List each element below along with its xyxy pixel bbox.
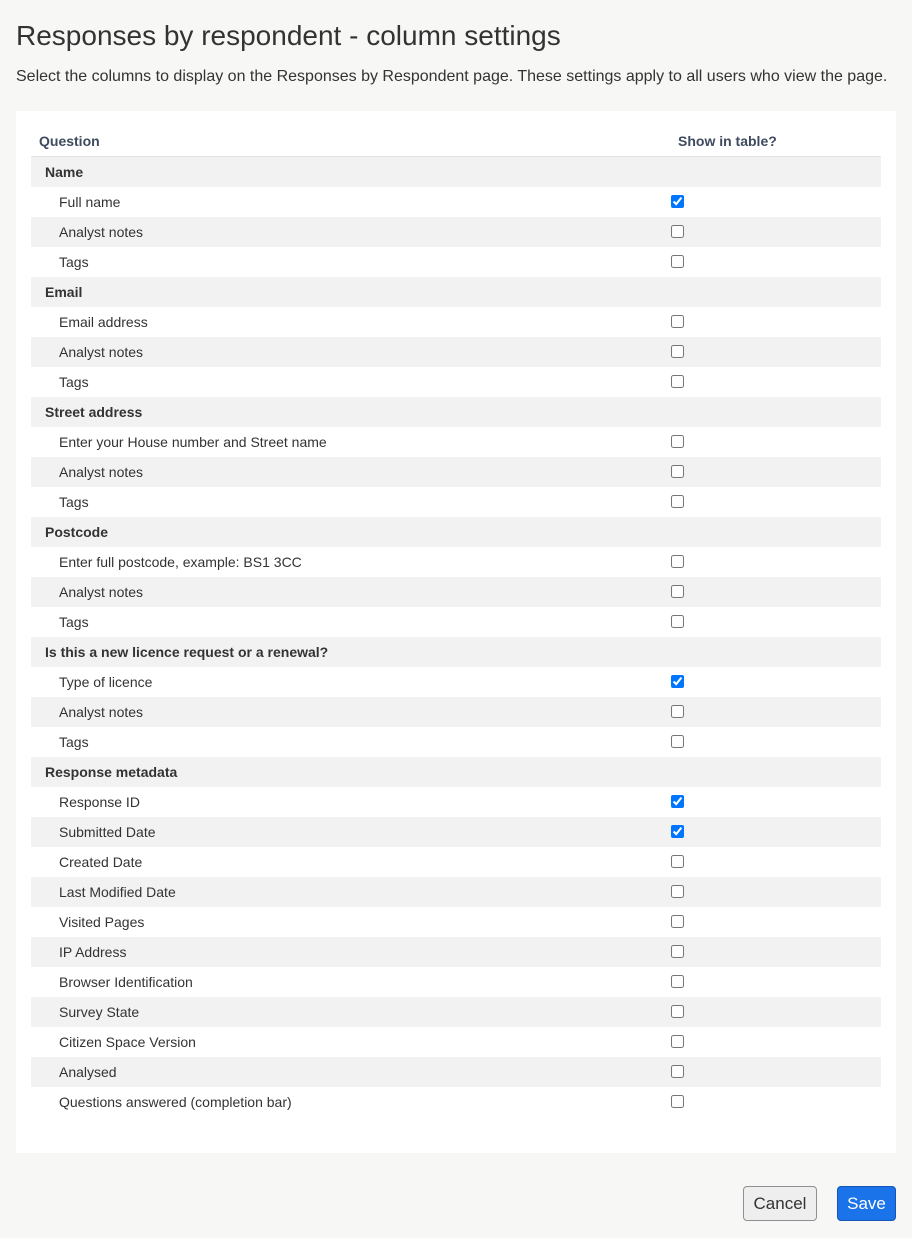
- table-row: [31, 547, 881, 577]
- table-row: [31, 457, 881, 487]
- column-option-label: Questions answered (completion bar): [59, 1094, 292, 1110]
- table-row: [31, 727, 881, 757]
- column-option-label: Survey State: [31, 997, 670, 1027]
- show-in-table-checkbox[interactable]: [671, 315, 684, 328]
- column-option-label: Tags: [59, 254, 89, 270]
- show-in-table-cell: [670, 847, 881, 877]
- table-row: [31, 487, 881, 517]
- question-column-header: Question: [31, 126, 670, 157]
- column-option-label: Browser Identification: [59, 974, 193, 990]
- group-label: Street address: [31, 397, 670, 427]
- save-button[interactable]: Save: [837, 1186, 896, 1221]
- column-option-label: Last Modified Date: [31, 877, 670, 907]
- column-settings-table: [31, 126, 881, 1117]
- show-in-table-cell: [670, 307, 881, 337]
- show-in-table-checkbox[interactable]: [671, 945, 684, 958]
- table-row: [31, 877, 881, 907]
- show-in-table-checkbox[interactable]: [671, 1065, 684, 1078]
- group-label: Is this a new licence request or a renewal?: [31, 637, 670, 667]
- group-row: [31, 517, 881, 547]
- group-label: Email: [31, 277, 670, 307]
- table-row: [31, 307, 881, 337]
- show-in-table-cell: [670, 667, 881, 697]
- column-option-label: IP Address: [31, 937, 670, 967]
- table-row: [31, 337, 881, 367]
- show-in-table-cell: [670, 187, 881, 217]
- column-option-label: Analyst notes: [31, 337, 670, 367]
- page-intro: Select the columns to display on the Responses by Respondent page. These settings apply to all users who view the page.: [16, 68, 888, 85]
- table-row: [31, 907, 881, 937]
- show-in-table-checkbox[interactable]: [671, 1095, 684, 1108]
- show-in-table-checkbox[interactable]: [671, 585, 684, 598]
- column-option-label: Tags: [59, 494, 89, 510]
- column-option-label: Analyst notes: [31, 577, 670, 607]
- group-label: Name: [31, 157, 670, 188]
- page-title: Responses by respondent - column settings: [16, 20, 561, 51]
- column-option-label: Tags: [59, 734, 89, 750]
- group-row: [31, 397, 881, 427]
- table-row: [31, 577, 881, 607]
- group-spacer-cell: [670, 277, 881, 307]
- show-in-table-checkbox[interactable]: [671, 225, 684, 238]
- group-spacer-cell: [670, 397, 881, 427]
- column-option-label: Created Date: [59, 854, 143, 870]
- group-spacer-cell: [670, 517, 881, 547]
- show-in-table-cell: [670, 607, 881, 637]
- show-in-table-cell: [670, 937, 881, 967]
- group-row: [31, 157, 881, 188]
- group-row: [31, 757, 881, 787]
- show-in-table-cell: [670, 547, 881, 577]
- table-row: [31, 817, 881, 847]
- show-in-table-checkbox[interactable]: [671, 885, 684, 898]
- show-in-table-checkbox[interactable]: [671, 795, 684, 808]
- show-in-table-checkbox[interactable]: [671, 1005, 684, 1018]
- group-label: Response metadata: [31, 757, 670, 787]
- show-in-table-checkbox[interactable]: [671, 855, 684, 868]
- show-in-table-checkbox[interactable]: [671, 465, 684, 478]
- table-row: [31, 367, 881, 397]
- show-in-table-cell: [670, 697, 881, 727]
- show-in-table-checkbox[interactable]: [671, 495, 684, 508]
- table-row: [31, 997, 881, 1027]
- show-in-table-cell: [670, 577, 881, 607]
- show-in-table-checkbox[interactable]: [671, 615, 684, 628]
- table-row: [31, 697, 881, 727]
- group-spacer-cell: [670, 157, 881, 188]
- table-row: [31, 187, 881, 217]
- column-option-label: Tags: [59, 614, 89, 630]
- column-settings-panel: [16, 111, 896, 1153]
- column-option-label: Enter full postcode, example: BS1 3CC: [59, 554, 302, 570]
- column-option-label: Response ID: [59, 794, 140, 810]
- show-in-table-cell: [670, 1057, 881, 1087]
- table-row: [31, 1087, 881, 1117]
- show-in-table-checkbox[interactable]: [671, 675, 684, 688]
- table-row: [31, 1027, 881, 1057]
- show-in-table-checkbox[interactable]: [671, 255, 684, 268]
- show-in-table-cell: [670, 967, 881, 997]
- column-option-label: Submitted Date: [31, 817, 670, 847]
- show-in-table-cell: [670, 817, 881, 847]
- show-in-table-checkbox[interactable]: [671, 195, 684, 208]
- show-in-table-column-header: Show in table?: [670, 126, 881, 157]
- show-in-table-cell: [670, 1087, 881, 1117]
- show-in-table-cell: [670, 997, 881, 1027]
- column-option-label: Type of licence: [59, 674, 153, 690]
- table-row: [31, 667, 881, 697]
- table-row: [31, 607, 881, 637]
- table-body: [31, 157, 881, 1118]
- show-in-table-cell: [670, 337, 881, 367]
- show-in-table-checkbox[interactable]: [671, 1035, 684, 1048]
- show-in-table-checkbox[interactable]: [671, 915, 684, 928]
- show-in-table-checkbox[interactable]: [671, 435, 684, 448]
- column-option-label: Analyst notes: [31, 457, 670, 487]
- table-row: [31, 787, 881, 817]
- show-in-table-cell: [670, 787, 881, 817]
- table-row: [31, 847, 881, 877]
- column-option-label: Enter your House number and Street name: [59, 434, 327, 450]
- table-row: [31, 937, 881, 967]
- show-in-table-checkbox[interactable]: [671, 825, 684, 838]
- show-in-table-checkbox[interactable]: [671, 735, 684, 748]
- table-row: [31, 967, 881, 997]
- table-row: [31, 427, 881, 457]
- show-in-table-checkbox[interactable]: [671, 975, 684, 988]
- group-spacer-cell: [670, 637, 881, 667]
- show-in-table-checkbox[interactable]: [671, 705, 684, 718]
- show-in-table-cell: [670, 907, 881, 937]
- show-in-table-cell: [670, 877, 881, 907]
- column-option-label: Full name: [59, 194, 121, 210]
- cancel-button[interactable]: Cancel: [743, 1186, 817, 1221]
- show-in-table-cell: [670, 457, 881, 487]
- column-option-label: Analysed: [31, 1057, 670, 1087]
- table-row: [31, 217, 881, 247]
- show-in-table-cell: [670, 247, 881, 277]
- show-in-table-cell: [670, 427, 881, 457]
- column-option-label: Visited Pages: [59, 914, 145, 930]
- show-in-table-checkbox[interactable]: [671, 345, 684, 358]
- column-option-label: Citizen Space Version: [59, 1034, 196, 1050]
- show-in-table-cell: [670, 367, 881, 397]
- show-in-table-cell: [670, 727, 881, 757]
- group-spacer-cell: [670, 757, 881, 787]
- group-label: Postcode: [31, 517, 670, 547]
- column-option-label: Email address: [59, 314, 148, 330]
- show-in-table-checkbox[interactable]: [671, 555, 684, 568]
- column-option-label: Analyst notes: [31, 697, 670, 727]
- show-in-table-cell: [670, 217, 881, 247]
- table-header-row: [31, 126, 881, 157]
- show-in-table-checkbox[interactable]: [671, 375, 684, 388]
- table-row: [31, 247, 881, 277]
- column-option-label: Tags: [59, 374, 89, 390]
- group-row: [31, 277, 881, 307]
- show-in-table-cell: [670, 487, 881, 517]
- column-option-label: Analyst notes: [31, 217, 670, 247]
- table-row: [31, 1057, 881, 1087]
- show-in-table-cell: [670, 1027, 881, 1057]
- group-row: [31, 637, 881, 667]
